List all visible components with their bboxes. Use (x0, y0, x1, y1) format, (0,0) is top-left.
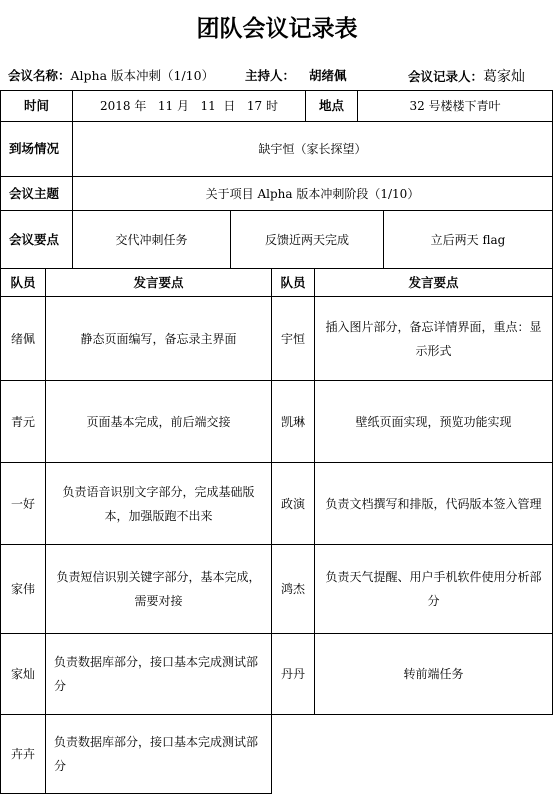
speech-column-header-right: 发言要点 (314, 268, 553, 297)
attendance-label: 到场情况 (0, 121, 73, 177)
speech-text: 页面基本完成，前后端交接 (45, 380, 272, 463)
speech-text: 插入图片部分，备忘详情界面，重点：显示形式 (314, 296, 553, 381)
host-value: 胡绪佩 (309, 68, 347, 83)
meeting-name-field (8, 66, 214, 84)
speech-text: 负责数据库部分，接口基本完成测试部分 (45, 714, 272, 794)
member-name: 卉卉 (0, 714, 46, 794)
time-year-unit: 年 (134, 99, 147, 113)
member-name: 家灿 (0, 633, 46, 715)
key-point-1: 交代冲刺任务 (72, 210, 231, 269)
member-name: 一好 (0, 462, 46, 545)
meeting-name-label: 会议名称： (8, 68, 71, 83)
host-field (245, 66, 347, 84)
time-value (72, 90, 306, 122)
member-column-header-right: 队员 (271, 268, 315, 297)
speech-text: 静态页面编写，备忘录主界面 (45, 296, 272, 381)
location-value: 32 号楼楼下青叶 (357, 90, 553, 122)
key-points-label: 会议要点 (0, 210, 73, 269)
time-day-unit: 日 (223, 99, 236, 113)
member-name: 宇恒 (271, 296, 315, 381)
time-day: 11 (200, 99, 216, 113)
time-month: 11 (157, 99, 174, 113)
member-name: 凯琳 (271, 380, 315, 463)
host-label: 主持人： (245, 68, 296, 83)
time-month-unit: 月 (176, 99, 189, 113)
time-year: 2018 (100, 99, 131, 113)
meeting-name-value: Alpha 版本冲刺（1/10） (70, 68, 215, 83)
attendance-value: 缺宇恒（家长探望） (72, 121, 553, 177)
page-title: 团队会议记录表 (196, 16, 358, 42)
recorder-label: 会议记录人： (408, 69, 484, 84)
member-name: 鸿杰 (271, 544, 315, 634)
member-column-header: 队员 (0, 268, 46, 297)
member-name: 丹丹 (271, 633, 315, 715)
member-name: 青元 (0, 380, 46, 463)
speech-text: 负责天气提醒、用户手机软件使用分析部分 (314, 544, 553, 634)
topic-value: 关于项目 Alpha 版本冲刺阶段（1/10） (72, 176, 553, 211)
speech-text: 负责语音识别文字部分，完成基础版本，加强版跑不出来 (45, 462, 272, 545)
location-label: 地点 (305, 90, 358, 122)
topic-label: 会议主题 (0, 176, 73, 211)
time-hour: 17 (246, 99, 263, 113)
speech-text: 负责短信识别关键字部分，基本完成，需要对接 (45, 544, 272, 634)
member-name: 政演 (271, 462, 315, 545)
speech-text: 负责文档撰写和排版，代码版本签入管理 (314, 462, 553, 545)
recorder-value: 葛家灿 (483, 69, 526, 85)
time-label: 时间 (0, 90, 73, 122)
recorder-field (408, 66, 525, 86)
key-point-2: 反馈近两天完成 (230, 210, 384, 269)
speech-text: 负责数据库部分，接口基本完成测试部分 (45, 633, 272, 715)
key-point-3: 立后两天 flag (383, 210, 553, 269)
member-name: 绪佩 (0, 296, 46, 381)
speech-column-header: 发言要点 (45, 268, 272, 297)
time-hour-unit: 时 (265, 99, 278, 113)
speech-text: 壁纸页面实现，预览功能实现 (314, 380, 553, 463)
member-name: 家伟 (0, 544, 46, 634)
speech-text: 转前端任务 (314, 633, 553, 715)
